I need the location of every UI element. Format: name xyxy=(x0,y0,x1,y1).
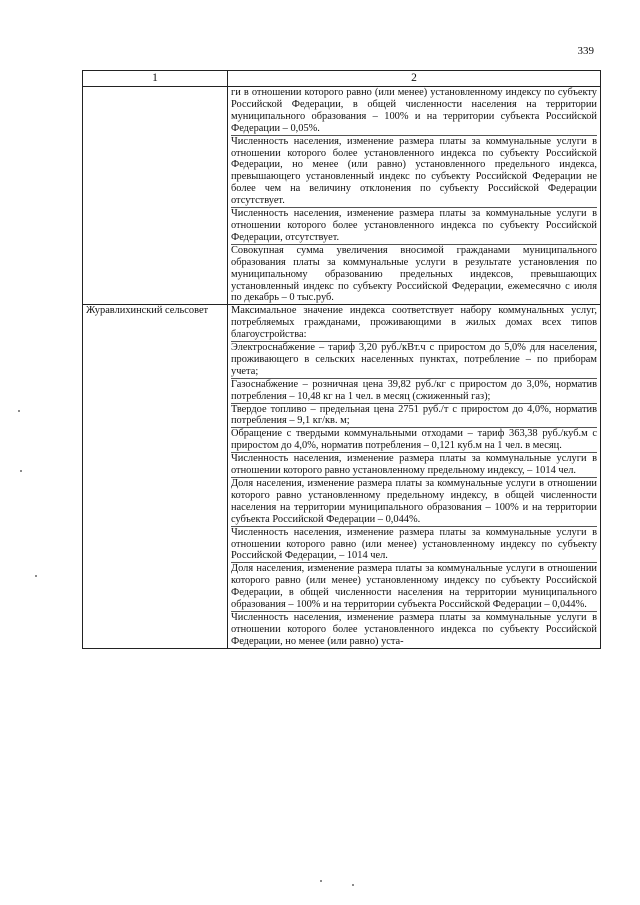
paragraph: Численность населения, изменение размера платы за коммунальные услуги в отношении которого равно установленному предельному индексу, – 1014 чел. xyxy=(231,453,597,477)
paragraph: Совокупная сумма увеличения вносимой гражданами муниципального образования платы за коммунальные услуги в результате установления по муниципальному образованию предельных индексов, превышающих установленный индекс по субъекту Российской Федерации, ежемесячно с июля по декабрь – 0 тыс.руб. xyxy=(231,244,597,304)
scan-speck xyxy=(352,884,354,886)
paragraph: ги в отношении которого равно (или менее) установленному индексу по субъекту Российской Федерации, в общей численности населения на территории муниципального образования – 100% и на территории субъекта Российской Федерации – 0,05%. xyxy=(231,87,597,134)
row-label-cell xyxy=(83,87,228,305)
paragraph: Численность населения, изменение размера платы за коммунальные услуги в отношении которого более установленного индекса по субъекту Российской Федерации, отсутствует. xyxy=(231,208,597,243)
scan-speck xyxy=(320,880,322,882)
paragraph: Электроснабжение – тариф 3,20 руб./кВт.ч с приростом до 5,0% для населения, проживающего в сельских населенных пунктах, потребление – по приборам учета; xyxy=(231,342,597,377)
paragraph: Обращение с твердыми коммунальными отходами – тариф 363,38 руб./куб.м с приростом до 4,0%, норматив потребления – 0,121 куб.м на 1 чел. в месяц. xyxy=(231,428,597,452)
data-table xyxy=(82,70,601,649)
scan-speck xyxy=(35,575,37,577)
table-row xyxy=(83,87,601,305)
table-row xyxy=(83,305,601,648)
paragraph: Численность населения, изменение размера платы за коммунальные услуги в отношении которого более установленного индекса по субъекту Российской Федерации, но менее (или равно) установленного предельного индекса, превышающего установленный индекс по субъекту Российской Федерации не более чем на величину отклонения по субъекту Российской Федерации отсутствует. xyxy=(231,135,597,207)
scan-speck xyxy=(20,470,22,472)
row-content-cell xyxy=(228,87,601,305)
paragraph: Численность населения, изменение размера платы за коммунальные услуги в отношении которого более установленного индекса по субъекту Российской Федерации, но менее (или равно) уста- xyxy=(231,611,597,647)
paragraph: Твердое топливо – предельная цена 2751 руб./т с приростом до 4,0%, норматив потребления – 9,1 кг/кв. м; xyxy=(231,403,597,427)
column-header-2: 2 xyxy=(228,71,601,87)
page-number: 339 xyxy=(577,45,594,57)
paragraph: Газоснабжение – розничная цена 39,82 руб./кг с приростом до 3,0%, норматив потребления – 10,48 кг на 1 чел. в месяц (сжиженный газ); xyxy=(231,378,597,402)
paragraph: Численность населения, изменение размера платы за коммунальные услуги в отношении которого равно (или менее) установленному индексу по субъекту Российской Федерации, – 1014 чел. xyxy=(231,526,597,562)
paragraph: Максимальное значение индекса соответствует набору коммунальных услуг, потребляемых гражданами, проживающими в жилых домах всех типов благоустройства: xyxy=(231,305,597,341)
row-label-cell: Журавлихинский сельсовет xyxy=(83,305,228,648)
scan-speck xyxy=(18,410,20,412)
paragraph: Доля населения, изменение размера платы за коммунальные услуги в отношении которого равно (или менее) установленному индексу по субъекту Российской Федерации, в общей численности населения на территории муниципального образования – 100% и на территории субъекта Российской Федерации – 0,044%. xyxy=(231,563,597,611)
table-header-row xyxy=(83,71,601,87)
paragraph: Доля населения, изменение размера платы за коммунальные услуги в отношении которого равно установленному предельному индексу, в общей численности населения на территории муниципального образования – 100% и на территории субъекта Российской Федерации – 0,044%. xyxy=(231,478,597,525)
column-header-1: 1 xyxy=(83,71,228,87)
row-content-cell xyxy=(228,305,601,648)
